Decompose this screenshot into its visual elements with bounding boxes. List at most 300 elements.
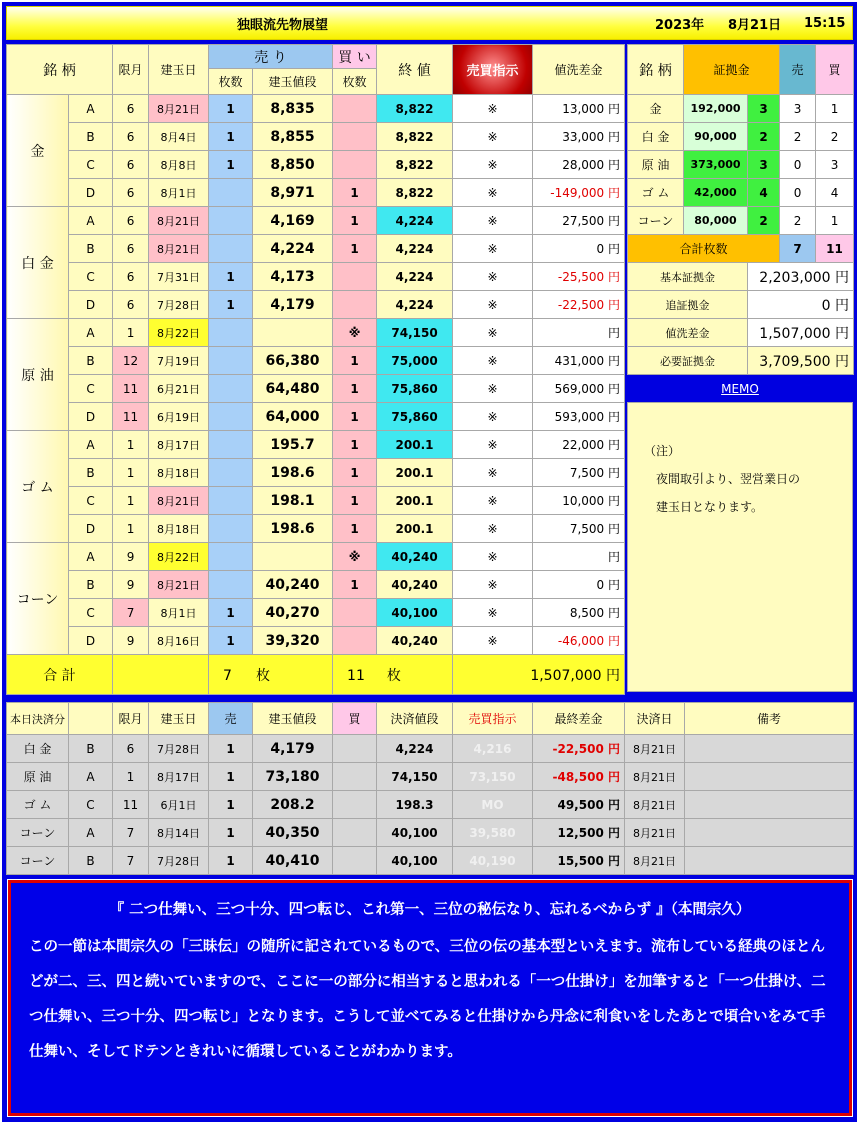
buy-qty: 1 xyxy=(333,207,377,235)
col-header-date: 建玉日 xyxy=(149,45,209,95)
margin-header-margin: 証拠金 xyxy=(684,45,780,95)
settled-code: A xyxy=(69,763,113,791)
diff-value: 27,500 xyxy=(562,214,605,228)
settled-final-cell xyxy=(533,735,625,763)
margin-row xyxy=(628,207,854,235)
settled-note xyxy=(685,735,854,763)
settled-row xyxy=(7,819,854,847)
signal-mark: ※ xyxy=(453,487,533,515)
entry-price: 198.6 xyxy=(253,515,333,543)
summary-label: 必要証拠金 xyxy=(628,347,748,375)
quote-body: この一節は本間宗久の「三昧伝」の随所に記されているもので、三位の伝の基本型といえます。流布している経典のほとんどが二、三、四と続いていますので、ここに一の部分に相当すると思われる「一つ仕掛け」を加筆すると「一つ仕掛け、二つ仕舞い、三つ十分、四つ転じ」となります。こうして並べてみると仕掛けから丹念に利食いをしたあとで頃合いをみて手仕舞い、そしてドテンときれいに循環していることがわかります。 xyxy=(29,939,826,1060)
buy-qty: 1 xyxy=(333,431,377,459)
diff-value: 431,000 xyxy=(554,354,605,368)
settled-date: 8月17日 xyxy=(149,763,209,791)
diff-value: -46,000 xyxy=(557,634,605,648)
diff-cell xyxy=(533,431,625,459)
diff-cell xyxy=(533,263,625,291)
buy-qty: 1 xyxy=(333,403,377,431)
position-row xyxy=(7,627,625,655)
close-price: 40,240 xyxy=(377,627,453,655)
sell-qty xyxy=(209,543,253,571)
diff-value: 28,000 xyxy=(562,158,605,172)
contract-month: 6 xyxy=(113,235,149,263)
commodity-name: 原 油 xyxy=(7,319,69,431)
position-row xyxy=(7,347,625,375)
buy-qty xyxy=(333,291,377,319)
settled-price: 73,180 xyxy=(253,763,333,791)
sell-qty xyxy=(209,515,253,543)
settled-sdate: 8月21日 xyxy=(625,735,685,763)
contract-code: C xyxy=(69,599,113,627)
entry-price: 4,173 xyxy=(253,263,333,291)
count-sell: 7 xyxy=(780,235,816,263)
diff-cell xyxy=(533,543,625,571)
position-row xyxy=(7,515,625,543)
diff-cell xyxy=(533,151,625,179)
settled-sdate: 8月21日 xyxy=(625,791,685,819)
diff-cell xyxy=(533,179,625,207)
buy-qty: 1 xyxy=(333,487,377,515)
entry-price: 4,224 xyxy=(253,235,333,263)
summary-value-cell xyxy=(748,319,854,347)
position-row xyxy=(7,375,625,403)
settled-final-cell xyxy=(533,819,625,847)
buy-qty xyxy=(333,151,377,179)
diff-unit: 円 xyxy=(608,242,621,256)
entry-date: 8月17日 xyxy=(149,431,209,459)
entry-date: 7月19日 xyxy=(149,347,209,375)
settled-commodity: コーン xyxy=(7,847,69,875)
total-diff xyxy=(453,655,625,695)
settled-sell: 1 xyxy=(209,791,253,819)
entry-price xyxy=(253,319,333,347)
contract-month: 1 xyxy=(113,431,149,459)
buy-qty: ※ xyxy=(333,319,377,347)
contract-code: D xyxy=(69,179,113,207)
entry-price: 39,320 xyxy=(253,627,333,655)
sell-qty: 1 xyxy=(209,151,253,179)
total-buy xyxy=(333,655,453,695)
settled-buy xyxy=(333,847,377,875)
margin-sell: 2 xyxy=(780,207,816,235)
signal-mark: ※ xyxy=(453,179,533,207)
margin-buy: 1 xyxy=(816,207,854,235)
diff-value: 0 xyxy=(596,242,605,256)
settled-note xyxy=(685,847,854,875)
contract-code: A xyxy=(69,95,113,123)
buy-qty: 1 xyxy=(333,571,377,599)
settled-price: 40,350 xyxy=(253,819,333,847)
position-row xyxy=(7,179,625,207)
margin-commodity: 原 油 xyxy=(628,151,684,179)
diff-value: 593,000 xyxy=(554,410,605,424)
margin-qty: 2 xyxy=(748,207,780,235)
diff-unit: 円 xyxy=(608,606,621,620)
contract-code: C xyxy=(69,375,113,403)
buy-qty xyxy=(333,627,377,655)
diff-value: 33,000 xyxy=(562,130,605,144)
close-price: 40,240 xyxy=(377,543,453,571)
buy-qty: 1 xyxy=(333,179,377,207)
total-sell-count: 7 xyxy=(223,667,232,684)
margin-table xyxy=(627,44,854,375)
position-row xyxy=(7,431,625,459)
diff-unit: 円 xyxy=(608,522,621,536)
memo-note: （注） xyxy=(644,444,681,458)
margin-buy: 1 xyxy=(816,95,854,123)
contract-code: D xyxy=(69,291,113,319)
sell-qty xyxy=(209,431,253,459)
entry-date: 7月28日 xyxy=(149,291,209,319)
margin-qty: 3 xyxy=(748,95,780,123)
settled-header-name: 本日決済分 xyxy=(7,703,69,735)
settled-final: 49,500 xyxy=(557,798,604,812)
settled-final-cell xyxy=(533,763,625,791)
summary-unit: 円 xyxy=(835,353,850,370)
settled-buy xyxy=(333,791,377,819)
diff-cell xyxy=(533,403,625,431)
settled-row xyxy=(7,847,854,875)
col-header-buy-qty: 枚数 xyxy=(333,69,377,95)
diff-value: 13,000 xyxy=(562,102,605,116)
total-spacer xyxy=(113,655,209,695)
signal-mark: ※ xyxy=(453,95,533,123)
margin-header-sell: 売 xyxy=(780,45,816,95)
entry-price: 40,240 xyxy=(253,571,333,599)
col-header-price: 建玉値段 xyxy=(253,69,333,95)
buy-qty xyxy=(333,599,377,627)
settled-settle-price: 40,100 xyxy=(377,819,453,847)
settled-header-note: 備考 xyxy=(685,703,854,735)
close-price: 4,224 xyxy=(377,235,453,263)
count-buy: 11 xyxy=(816,235,854,263)
diff-value: -22,500 xyxy=(557,298,605,312)
contract-month: 11 xyxy=(113,403,149,431)
signal-mark: ※ xyxy=(453,263,533,291)
col-header-buy: 買 い xyxy=(333,45,377,69)
entry-date: 8月16日 xyxy=(149,627,209,655)
diff-unit: 円 xyxy=(608,186,621,200)
close-price: 4,224 xyxy=(377,263,453,291)
settled-unit: 円 xyxy=(607,826,620,840)
signal-mark: ※ xyxy=(453,627,533,655)
position-row xyxy=(7,151,625,179)
settled-final-cell xyxy=(533,791,625,819)
contract-code: D xyxy=(69,515,113,543)
diff-unit: 円 xyxy=(608,438,621,452)
settled-month: 1 xyxy=(113,763,149,791)
entry-date: 6月21日 xyxy=(149,375,209,403)
sell-qty xyxy=(209,207,253,235)
entry-price: 198.1 xyxy=(253,487,333,515)
diff-value: 22,000 xyxy=(562,438,605,452)
entry-price: 198.6 xyxy=(253,459,333,487)
diff-unit: 円 xyxy=(608,466,621,480)
contract-code: C xyxy=(69,151,113,179)
settled-buy xyxy=(333,763,377,791)
summary-unit: 円 xyxy=(835,297,850,314)
diff-cell xyxy=(533,319,625,347)
settled-date: 6月1日 xyxy=(149,791,209,819)
summary-row xyxy=(628,319,854,347)
summary-label: 追証拠金 xyxy=(628,291,748,319)
settled-price: 40,410 xyxy=(253,847,333,875)
contract-month: 6 xyxy=(113,207,149,235)
signal-mark: ※ xyxy=(453,403,533,431)
contract-code: A xyxy=(69,543,113,571)
signal-mark: ※ xyxy=(453,375,533,403)
commodity-name: ゴ ム xyxy=(7,431,69,543)
page-title: 独眼流先物展望 xyxy=(237,17,329,33)
settled-sdate: 8月21日 xyxy=(625,763,685,791)
summary-label: 基本証拠金 xyxy=(628,263,748,291)
summary-value-cell xyxy=(748,291,854,319)
contract-code: B xyxy=(69,459,113,487)
total-buy-unit: 枚 xyxy=(386,667,401,684)
signal-mark: ※ xyxy=(453,207,533,235)
signal-mark: ※ xyxy=(453,123,533,151)
contract-code: B xyxy=(69,347,113,375)
settled-final: 15,500 xyxy=(557,854,604,868)
close-price: 4,224 xyxy=(377,207,453,235)
margin-header-buy: 買 xyxy=(816,45,854,95)
settled-header-buy: 買 xyxy=(333,703,377,735)
summary-value-cell xyxy=(748,347,854,375)
settled-commodity: 原 油 xyxy=(7,763,69,791)
contract-month: 1 xyxy=(113,459,149,487)
settled-settle-price: 4,224 xyxy=(377,735,453,763)
contract-code: B xyxy=(69,123,113,151)
diff-cell xyxy=(533,599,625,627)
settled-header-final: 最終差金 xyxy=(533,703,625,735)
settled-buy xyxy=(333,819,377,847)
close-price: 8,822 xyxy=(377,95,453,123)
settled-settle-price: 74,150 xyxy=(377,763,453,791)
entry-date: 8月1日 xyxy=(149,599,209,627)
diff-value: -149,000 xyxy=(550,186,605,200)
sell-qty xyxy=(209,347,253,375)
entry-date: 8月18日 xyxy=(149,515,209,543)
memo-link[interactable] xyxy=(627,378,853,400)
close-price: 74,150 xyxy=(377,319,453,347)
margin-row xyxy=(628,123,854,151)
entry-price: 66,380 xyxy=(253,347,333,375)
settled-final-cell xyxy=(533,847,625,875)
settled-note xyxy=(685,763,854,791)
margin-row xyxy=(628,151,854,179)
diff-unit: 円 xyxy=(608,326,621,340)
position-row xyxy=(7,319,625,347)
signal-mark: ※ xyxy=(453,319,533,347)
margin-header-name: 銘 柄 xyxy=(628,45,684,95)
margin-amount: 373,000 xyxy=(684,151,748,179)
close-price: 200.1 xyxy=(377,487,453,515)
signal-mark: ※ xyxy=(453,431,533,459)
diff-value: 569,000 xyxy=(554,382,605,396)
contract-month: 6 xyxy=(113,263,149,291)
settled-header-sell: 売 xyxy=(209,703,253,735)
settled-unit: 円 xyxy=(607,798,620,812)
close-price: 40,240 xyxy=(377,571,453,599)
settled-signal: 4,216 xyxy=(453,735,533,763)
col-header-diff: 値洗差金 xyxy=(533,45,625,95)
signal-button[interactable]: 売買指示 xyxy=(453,45,533,95)
settled-price: 4,179 xyxy=(253,735,333,763)
settled-final: -22,500 xyxy=(552,742,604,756)
diff-cell xyxy=(533,515,625,543)
settled-code: C xyxy=(69,791,113,819)
memo-link-text[interactable]: MEMO xyxy=(721,382,759,396)
settled-date: 8月14日 xyxy=(149,819,209,847)
summary-row xyxy=(628,291,854,319)
close-price: 200.1 xyxy=(377,459,453,487)
close-price: 200.1 xyxy=(377,431,453,459)
contract-code: A xyxy=(69,319,113,347)
settled-settle-price: 40,100 xyxy=(377,847,453,875)
entry-price: 4,179 xyxy=(253,291,333,319)
diff-unit: 円 xyxy=(608,550,621,564)
signal-mark: ※ xyxy=(453,459,533,487)
contract-month: 11 xyxy=(113,375,149,403)
position-row xyxy=(7,571,625,599)
entry-price: 64,480 xyxy=(253,375,333,403)
settled-note xyxy=(685,791,854,819)
signal-mark: ※ xyxy=(453,599,533,627)
signal-mark: ※ xyxy=(453,151,533,179)
diff-cell xyxy=(533,487,625,515)
sell-qty: 1 xyxy=(209,123,253,151)
header-year: 2023年 xyxy=(655,17,705,33)
contract-month: 6 xyxy=(113,291,149,319)
settled-table xyxy=(6,702,854,875)
entry-price: 8,835 xyxy=(253,95,333,123)
buy-qty xyxy=(333,123,377,151)
diff-value: 7,500 xyxy=(569,522,605,536)
buy-qty: 1 xyxy=(333,515,377,543)
total-sell-unit: 枚 xyxy=(255,667,270,684)
sell-qty xyxy=(209,571,253,599)
settled-row xyxy=(7,735,854,763)
settled-buy xyxy=(333,735,377,763)
buy-qty: 1 xyxy=(333,347,377,375)
settled-commodity: ゴ ム xyxy=(7,791,69,819)
position-row xyxy=(7,95,625,123)
buy-qty: ※ xyxy=(333,543,377,571)
total-label: 合 計 xyxy=(7,655,113,695)
diff-unit: 円 xyxy=(608,578,621,592)
settled-sell: 1 xyxy=(209,847,253,875)
margin-commodity: ゴ ム xyxy=(628,179,684,207)
summary-unit: 円 xyxy=(835,325,850,342)
memo-line-2: 建玉日となります。 xyxy=(656,500,764,514)
entry-date: 8月21日 xyxy=(149,95,209,123)
settled-unit: 円 xyxy=(607,770,620,784)
contract-code: C xyxy=(69,487,113,515)
margin-buy: 4 xyxy=(816,179,854,207)
contract-code: A xyxy=(69,431,113,459)
col-header-month: 限月 xyxy=(113,45,149,95)
diff-unit: 円 xyxy=(608,298,621,312)
contract-code: D xyxy=(69,403,113,431)
summary-value: 3,709,500 xyxy=(759,353,831,370)
memo-line-1: 夜間取引より、翌営業日の xyxy=(656,472,801,486)
buy-qty: 1 xyxy=(333,375,377,403)
entry-date: 8月1日 xyxy=(149,179,209,207)
settled-code: A xyxy=(69,819,113,847)
signal-mark: ※ xyxy=(453,291,533,319)
diff-value: 0 xyxy=(596,578,605,592)
position-row xyxy=(7,403,625,431)
close-price: 4,224 xyxy=(377,291,453,319)
diff-cell xyxy=(533,291,625,319)
entry-price: 8,971 xyxy=(253,179,333,207)
diff-cell xyxy=(533,123,625,151)
close-price: 75,860 xyxy=(377,375,453,403)
settled-sell: 1 xyxy=(209,819,253,847)
settled-header-date: 建玉日 xyxy=(149,703,209,735)
settled-final: 12,500 xyxy=(557,826,604,840)
diff-unit: 円 xyxy=(608,494,621,508)
close-price: 8,822 xyxy=(377,123,453,151)
buy-qty xyxy=(333,263,377,291)
summary-value-cell xyxy=(748,263,854,291)
settled-row xyxy=(7,791,854,819)
diff-value: 8,500 xyxy=(569,606,605,620)
contract-month: 9 xyxy=(113,627,149,655)
diff-value: 10,000 xyxy=(562,494,605,508)
entry-date: 8月18日 xyxy=(149,459,209,487)
settled-date: 7月28日 xyxy=(149,847,209,875)
sell-qty xyxy=(209,319,253,347)
summary-value: 0 xyxy=(821,297,831,314)
position-row xyxy=(7,123,625,151)
margin-sell: 2 xyxy=(780,123,816,151)
settled-sell: 1 xyxy=(209,763,253,791)
entry-date: 8月21日 xyxy=(149,571,209,599)
close-price: 8,822 xyxy=(377,151,453,179)
sell-qty xyxy=(209,459,253,487)
margin-row xyxy=(628,95,854,123)
sell-qty: 1 xyxy=(209,95,253,123)
settled-unit: 円 xyxy=(607,854,620,868)
settled-settle-price: 198.3 xyxy=(377,791,453,819)
settled-sdate: 8月21日 xyxy=(625,819,685,847)
signal-mark: ※ xyxy=(453,515,533,543)
sell-qty: 1 xyxy=(209,627,253,655)
contract-code: A xyxy=(69,207,113,235)
diff-unit: 円 xyxy=(608,214,621,228)
sell-qty: 1 xyxy=(209,291,253,319)
summary-row xyxy=(628,263,854,291)
diff-value: 7,500 xyxy=(569,466,605,480)
title-bar xyxy=(6,6,853,40)
contract-month: 6 xyxy=(113,95,149,123)
summary-row xyxy=(628,347,854,375)
col-header-name: 銘 柄 xyxy=(7,45,113,95)
header-time: 15:15 xyxy=(804,15,846,31)
position-row xyxy=(7,487,625,515)
quote-title: 『 二つ仕舞い、三つ十分、四つ転じ、これ第一、三位の秘伝なり、忘れるべからず 』（本間宗久） xyxy=(109,902,751,918)
diff-unit: 円 xyxy=(608,102,621,116)
settled-signal: 39,580 xyxy=(453,819,533,847)
diff-cell xyxy=(533,347,625,375)
entry-price xyxy=(253,543,333,571)
settled-signal: 40,190 xyxy=(453,847,533,875)
contract-code: B xyxy=(69,571,113,599)
commodity-name: 白 金 xyxy=(7,207,69,319)
entry-date: 8月21日 xyxy=(149,207,209,235)
